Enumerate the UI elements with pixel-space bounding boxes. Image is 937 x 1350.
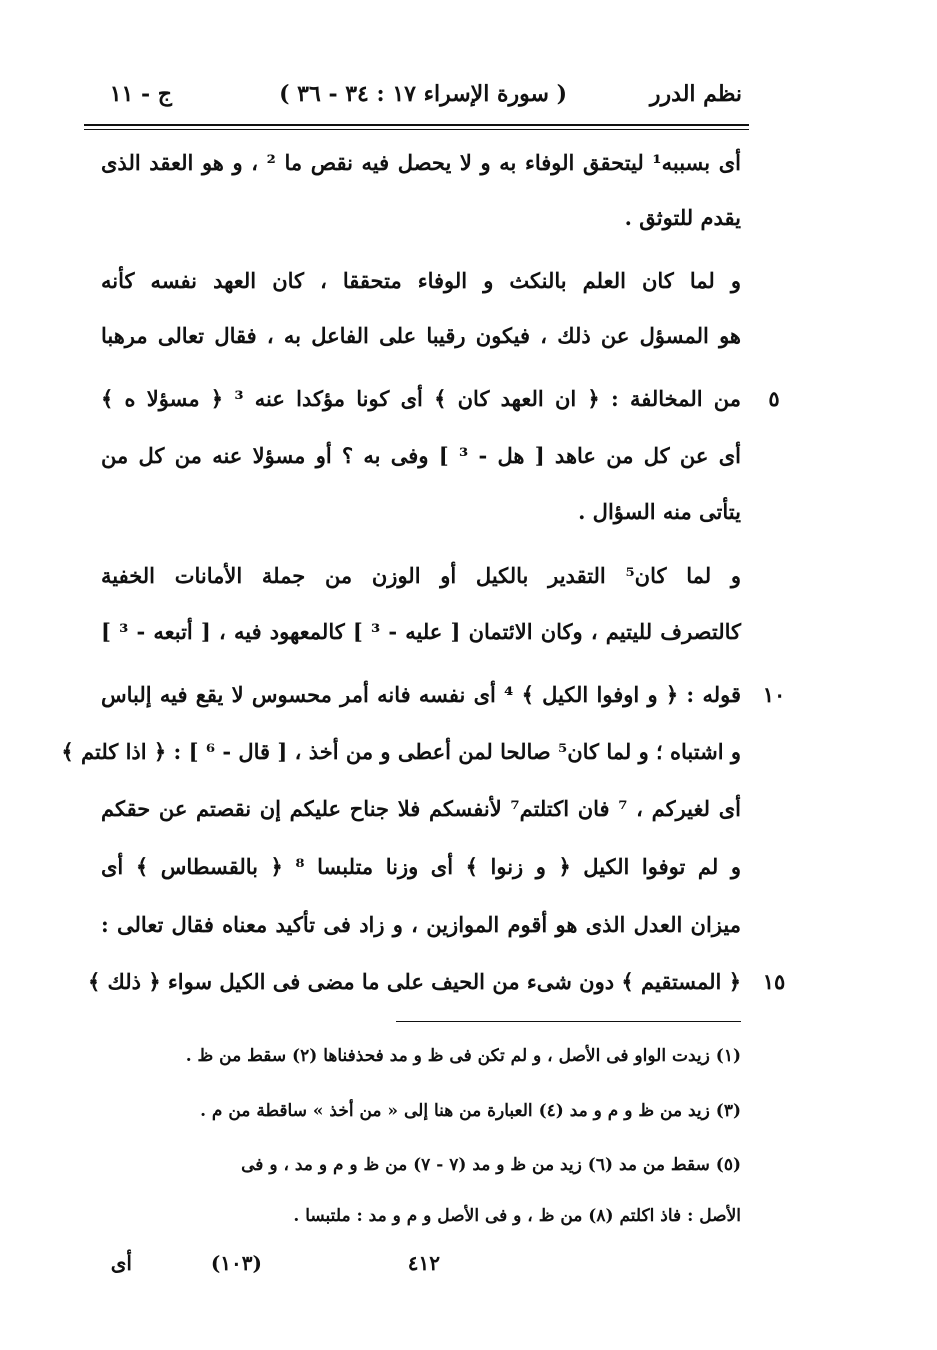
footnote-line: (٥) سقط من مد (٦) زيد من ظ و مد (٧ - ٧) من ظ و م و مد ، و فى xyxy=(241,1155,741,1175)
header-rule xyxy=(84,124,749,126)
body-line: ﴿ المستقيم ﴾ دون شىء من الحيف على ما مضى فى الكيل سواء ﴿ ذلك ﴾ xyxy=(87,969,741,994)
body-line: يتأتى منه السؤال . xyxy=(578,499,741,524)
line-number: ١٠ xyxy=(762,682,786,707)
volume-number: ج - ١١ xyxy=(109,81,172,107)
line-number: ١٥ xyxy=(762,969,786,994)
footnote-line: الأصل : فاذ اكلتم (٨) من ظ ، و فى الأصل و م و مد : ملتبسا . xyxy=(293,1206,741,1226)
body-line: من المخالفة : ﴿ ان العهد كان ﴾ أى كونا مؤكدا عنه ³ ﴿ مسؤلا ه ﴾ xyxy=(101,386,742,411)
signature-number: (١٠٣) xyxy=(210,1251,262,1275)
line-number: ٥ xyxy=(768,386,780,411)
book-title: نظم الدرر xyxy=(649,81,742,107)
header-rule-thin xyxy=(84,129,749,130)
page-number: ٤١٢ xyxy=(407,1251,440,1275)
footnote-line: (٣) زيد من ظ و م و مد (٤) العبارة من هنا إلى « من أخذ » ساقطة من م . xyxy=(200,1101,741,1121)
body-line: أى عن كل من عاهد [ هل - ³ ] وفى به ؟ أو مسؤلا عنه من كل من xyxy=(101,443,741,468)
body-line: ميزان العدل الذى هو أقوم الموازين ، و زاد فى تأكيد معناه فقال تعالى : xyxy=(101,912,741,937)
body-line: و لما كان العلم بالنكث و الوفاء متحققا ، كان العهد نفسه كأنه xyxy=(101,268,741,293)
body-line: أى لغيركم ، ⁷ فان اكتلتم⁷ لأنفسكم فلا جناح عليكم إن نقصتم عن حقكم xyxy=(101,796,741,821)
footnote-rule xyxy=(396,1021,741,1022)
sura-reference: ( سورة الإسراء ١٧ : ٣٤ - ٣٦ ) xyxy=(279,81,567,107)
body-line: و لما كان⁵ التقدير بالكيل أو الوزن من جملة الأمانات الخفية xyxy=(101,563,741,588)
body-line: يقدم للتوثق . xyxy=(624,205,741,230)
footnote-line: (١) زيدت الواو فى الأصل ، و لم تكن فى ظ و مد فحذفناها (٢) سقط من ظ . xyxy=(185,1046,741,1066)
body-line: و اشتباه ؛ و لما كان⁵ صالحا لمن أعطى و من أخذ ، [ قال - ⁶ ] : ﴿ اذا كلتم ﴾ xyxy=(61,739,741,764)
catchword: أى xyxy=(110,1251,132,1275)
body-line: أى بسببه¹ ليتحقق الوفاء به و لا يحصل فيه نقص ما ² ، و هو العقد الذى xyxy=(101,150,741,175)
body-line: و لم توفوا الكيل ﴿ و زنوا ﴾ أى وزنا متلبسا ⁸ ﴿ بالقسطاس ﴾ أى xyxy=(101,854,741,879)
body-line: هو المسؤل عن ذلك ، فيكون رقيبا على الفاعل به ، فقال تعالى مرهبا xyxy=(101,323,741,348)
body-line: كالتصرف لليتيم ، وكان الائتمان [ عليه - ³ ] كالمعهود فيه ، [ أتبعه - ³ ] xyxy=(101,619,741,644)
body-line: قوله : ﴿ و اوفوا الكيل ﴾ ⁴ أى نفسه فانه أمر محسوس لا يقع فيه إلباس xyxy=(101,682,741,707)
